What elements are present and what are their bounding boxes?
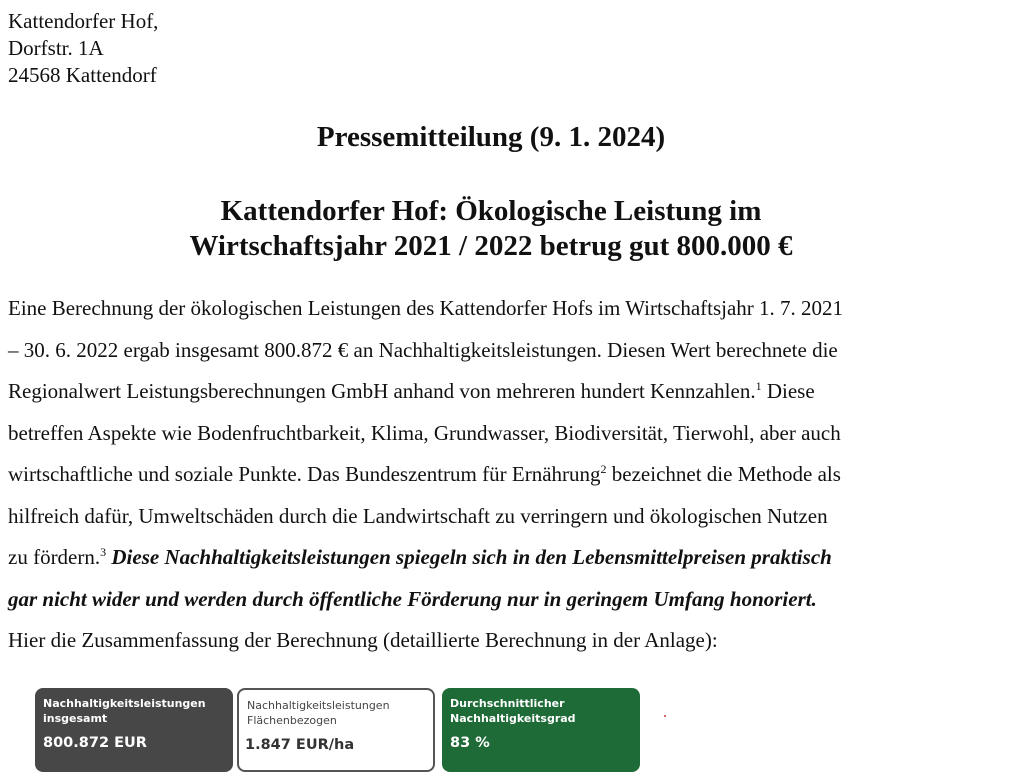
body-text-segment: zu fördern.: [8, 545, 101, 569]
body-line: Hier die Zusammenfassung der Berechnung (detaillierte Berechnung in der Anlage):: [8, 628, 718, 652]
body-paragraph: [8, 288, 993, 662]
card-label: Nachhaltigkeitsgrad: [450, 712, 576, 725]
body-line: hilfreich dafür, Umweltschäden durch die Landwirtschaft zu verringern und ökologischen Nutzen: [8, 503, 828, 528]
card-sustainability-degree: [442, 688, 640, 772]
address-name: Kattendorfer Hof,: [8, 9, 159, 33]
card-area-sustainability: [237, 688, 435, 772]
body-line: [8, 371, 993, 413]
card-label: Flächenbezogen: [247, 714, 337, 727]
emphasized-statement: Diese Nachhaltigkeitsleistungen spiegeln sich in den Lebensmittelpreisen praktisch: [106, 545, 832, 569]
card-value: 800.872 EUR: [43, 735, 147, 751]
press-release-headline: [0, 194, 982, 264]
body-line: Eine Berechnung der ökologischen Leistungen des Kattendorfer Hofs im Wirtschaftsjahr 1. 7. 2021: [8, 296, 844, 320]
footnote-2: 2: [600, 462, 607, 476]
body-line: [8, 454, 993, 496]
card-total-sustainability: [35, 688, 233, 772]
sender-address: [8, 8, 158, 89]
address-city: 24568 Kattendorf: [8, 63, 157, 87]
headline-line-1: Kattendorfer Hof: Ökologische Leistung im: [220, 195, 762, 227]
body-line: betreffen Aspekte wie Bodenfruchtbarkeit, Klima, Grundwasser, Biodiversität, Tierwohl, aber auch: [8, 420, 841, 445]
body-text-segment: Regionalwert Leistungsberechnungen GmbH anhand von mehreren hundert Kennzahlen.: [8, 379, 756, 403]
card-label: Durchschnittlicher: [450, 697, 565, 710]
card-value: 83 %: [450, 735, 490, 751]
card-label: Nachhaltigkeitsleistungen: [247, 699, 390, 712]
headline-line-2: Wirtschaftsjahr 2021 / 2022 betrug gut 800.000 €: [189, 230, 793, 262]
body-line: [8, 537, 993, 579]
body-text-segment: wirtschaftliche und soziale Punkte. Das Bundeszentrum für Ernährung: [8, 462, 601, 486]
address-street: Dorfstr. 1A: [8, 36, 104, 60]
press-release-title: Pressemitteilung (9. 1. 2024): [316, 121, 666, 153]
body-text-segment: Diese: [761, 379, 815, 403]
footnote-1: 1: [755, 379, 762, 393]
card-label: Nachhaltigkeitsleistungen: [43, 697, 206, 710]
card-label: insgesamt: [43, 712, 108, 725]
body-line: – 30. 6. 2022 ergab insgesamt 800.872 € an Nachhaltigkeitsleistungen. Diesen Wert berechnete die: [8, 337, 838, 362]
footnote-3: 3: [100, 545, 107, 559]
body-text-segment: bezeichnet die Methode als: [606, 462, 841, 486]
decorative-dot: [664, 715, 666, 717]
emphasized-statement: gar nicht wider und werden durch öffentliche Förderung nur in geringem Umfang honoriert.: [8, 586, 817, 611]
card-value: 1.847 EUR/ha: [245, 737, 355, 753]
